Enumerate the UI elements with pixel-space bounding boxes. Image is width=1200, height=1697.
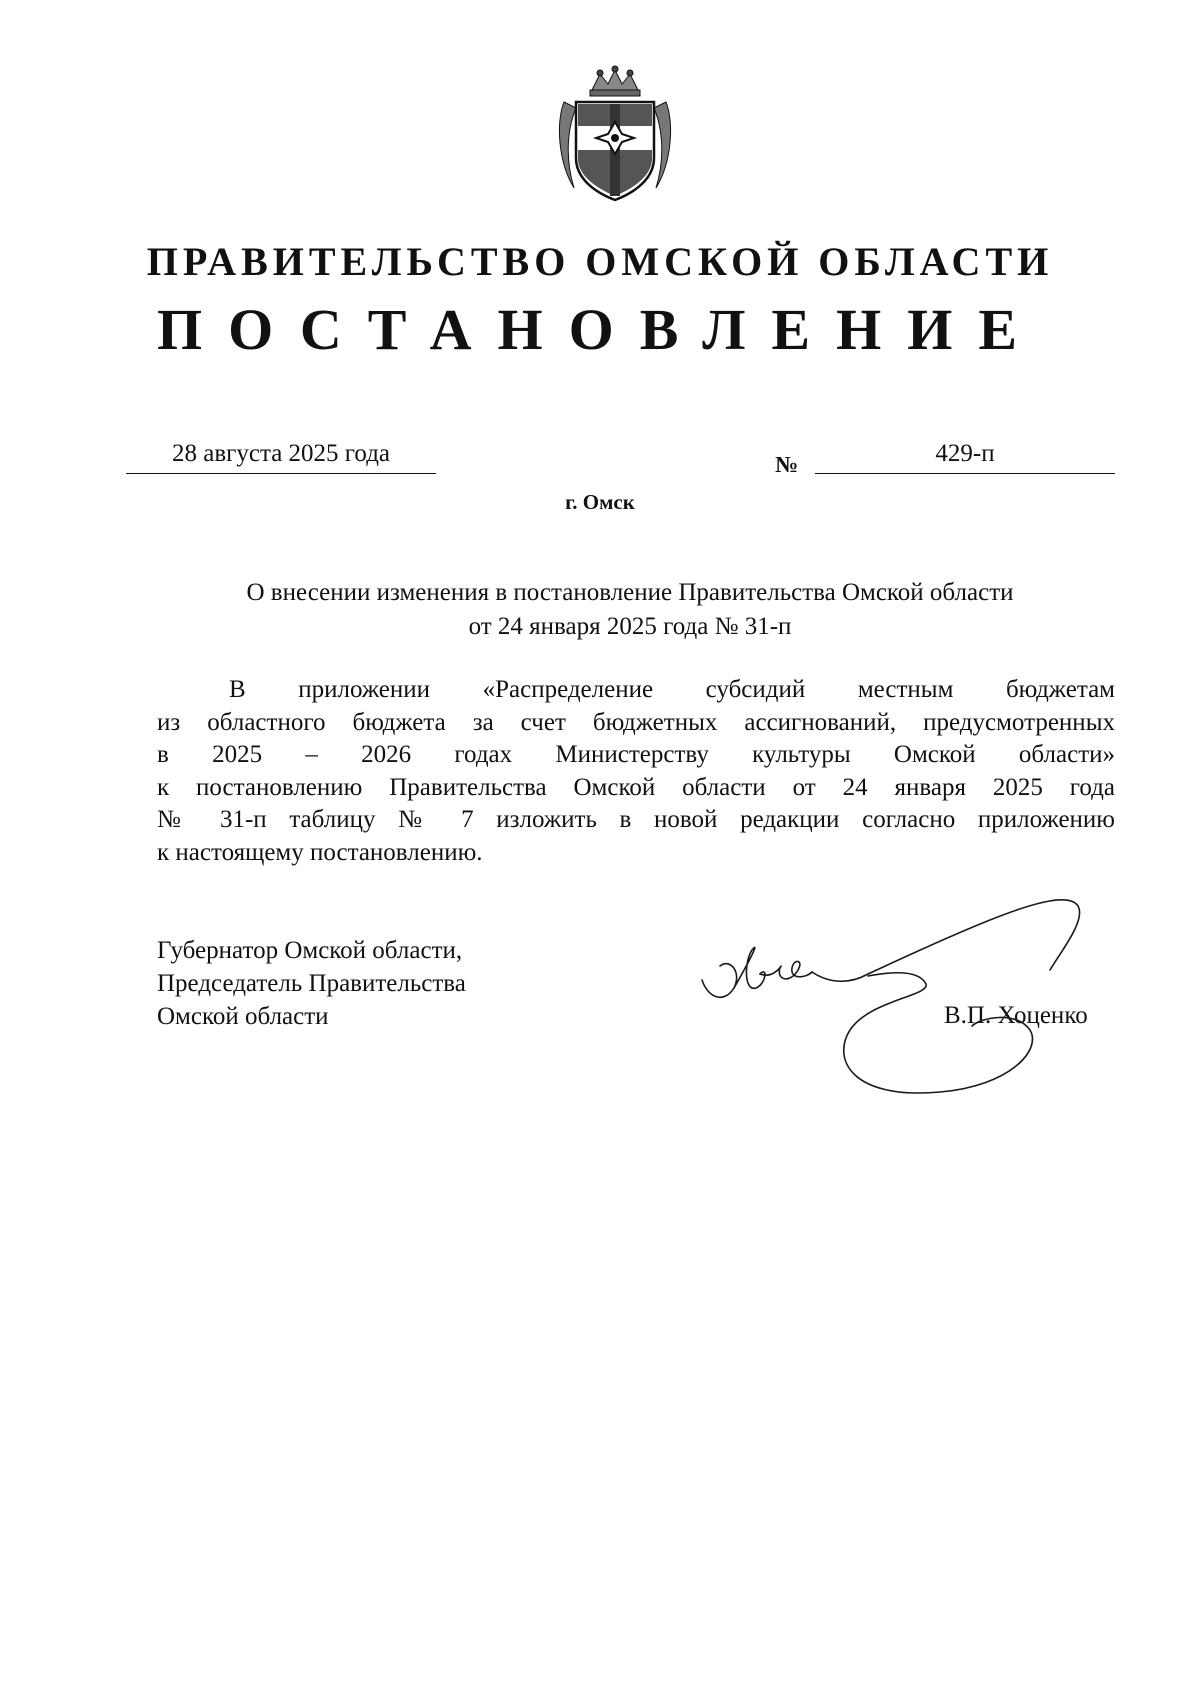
document-type: ПОСТАНОВЛЕНИЕ [156, 297, 1044, 362]
signer-role-line: Омской области [157, 1003, 329, 1030]
body-line: в 2025 – 2026 годах Министерству культуры Омской области» [157, 741, 1115, 768]
title-line: О внесении изменения в постановление Правительства Омской области [246, 579, 1014, 606]
government-name: ПРАВИТЕЛЬСТВО ОМСКОЙ ОБЛАСТИ [146, 239, 1054, 284]
document-date: 28 августа 2025 года [126, 440, 436, 474]
handwritten-signature [690, 880, 1130, 1110]
number-sign: № [775, 452, 799, 477]
city: г. Омск [565, 490, 635, 514]
document-number: 429-п [815, 440, 1115, 474]
body-line: № 31-п таблицу № 7 изложить в новой редакции согласно приложению [157, 806, 1115, 833]
body-line: к настоящему постановлению. [157, 838, 483, 866]
body-paragraph [157, 674, 1115, 869]
document-title [160, 576, 1100, 644]
title-line: от 24 января 2025 года № 31-п [468, 613, 792, 640]
signer-name: В.П. Хоценко [944, 1002, 1088, 1029]
signer-role-line: Губернатор Омской области, [157, 937, 463, 964]
omsk-coat-of-arms-icon [554, 62, 676, 204]
body-line: из областного бюджета за счет бюджетных ассигнований, предусмотренных [157, 708, 1115, 736]
body-line: к постановлению Правительства Омской области от 24 января 2025 года [157, 773, 1115, 801]
body-line: В приложении «Распределение субсидий местным бюджетам [229, 676, 1115, 703]
signer-role [157, 934, 466, 1033]
signer-role-line: Председатель Правительства [157, 970, 466, 997]
